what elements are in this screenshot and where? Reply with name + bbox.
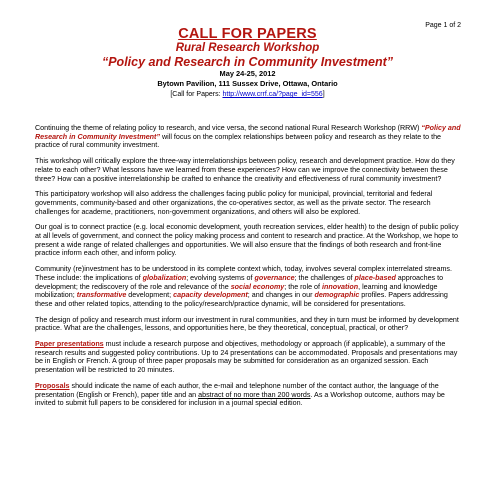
community-text: ; evolving systems of <box>186 273 255 282</box>
page-title: CALL FOR PAPERS <box>178 26 317 42</box>
intro-theme-emphasis: “Policy and Research in Community Investment” <box>35 124 461 141</box>
header <box>0 26 495 100</box>
community-text: approaches to development; the rediscovery of the role and relevance of the <box>35 273 444 291</box>
emphasis-demographic: demographic <box>314 291 360 300</box>
cfp-link[interactable]: http://www.crrf.ca/?page_id=556 <box>222 91 323 98</box>
community-text: , learning and knowledge mobilization; <box>35 282 438 300</box>
workshop-dates: May 24-25, 2012 <box>219 69 276 78</box>
paragraph-workshop: This workshop will critically explore the three-way interrelationships between policy, research and development practice. How do they relate to each other? What lessons have we learned from these experiences? How can we improve the connectivity between these three? How can a positive interrelationship be crafted to enhance the creativity and effectiveness of rural community investment? <box>35 157 455 183</box>
emphasis-place-based: place-based <box>354 273 396 282</box>
paragraph-paper-presentations <box>35 340 463 375</box>
paper-presentations-heading: Paper presentations <box>35 340 104 349</box>
paper-presentations-text: must include a research purpose and objectives, methodology or approach (if applicable), a summary of the research results and suggested policy contributions. Up to 24 presentations can be accommodated. Proposals and presentations may be in English or French. A group of three paper proposals may be submitted for consideration as an organized session. Each presentation will be restricted to 20 minutes. <box>35 340 458 375</box>
emphasis-governance: governance <box>254 273 295 282</box>
emphasis-transformative: transformative <box>76 291 127 300</box>
paragraph-design: The design of policy and research must inform our investment in rural communities, and they in turn must be informed by development practice. What are the challenges, lessons, and opportunities here, be they theoretical, conceptual, practical, or other? <box>35 315 459 333</box>
document-body <box>35 124 463 415</box>
workshop-name: Rural Research Workshop <box>175 42 320 54</box>
proposals-heading: Proposals <box>35 381 70 390</box>
community-text: profiles. Papers addressing these and other related topics, attending to the policy/research/practice dynamic, will be considered for presentations. <box>35 291 448 308</box>
emphasis-social-economy: social economy <box>230 282 285 291</box>
community-text: ; and changes in our <box>247 291 315 300</box>
paragraph-participatory: This participatory workshop will also address the challenges facing public policy for municipal, provincial, territorial and federal governments, community-based and other organizations, the co-operatives sector, as well as the private sector. The research challenges for academe, practitioners, non-government organizations, and others will also be explored. <box>35 190 433 216</box>
proposals-text-a: should indicate the name of each author, the e-mail and telephone number of the contact author, the language of the presentation (English or French), paper title and an <box>35 381 439 399</box>
paragraph-intro <box>35 124 463 150</box>
community-text: development; <box>126 291 174 300</box>
community-text: ; the role of <box>284 282 322 291</box>
intro-text-a: Continuing the theme of relating policy to research, and vice versa, the second national Rural Research Workshop (RRW) <box>35 124 422 132</box>
cfp-suffix: ] <box>322 91 325 98</box>
cfp-prefix: [Call for Papers: <box>170 91 223 98</box>
paragraph-goal: Our goal is to connect practice (e.g. local economic development, youth recreation services, elder health) to the design of public policy at all levels of government, and connect the policy making process and content to research and practice. At the Workshop, we hope to present a wide range of related challenges and opportunities. We will also ensure that the findings of both research and front-line practice inform each other, and inform policy. <box>35 223 459 258</box>
abstract-limit: abstract of no more than 200 words <box>198 390 311 399</box>
emphasis-globalization: globalization <box>142 273 187 282</box>
paragraph-community <box>35 265 463 309</box>
workshop-theme: “Policy and Research in Community Investment” <box>101 55 394 69</box>
paragraph-proposals <box>35 382 463 408</box>
proposals-text-b: . As a Workshop outcome, authors may be invited to submit full papers to be considered for inclusion in a journal special edition. <box>35 390 445 408</box>
community-text: Community (re)investment has to be understood in its complete context which, today, involves several complex interrelated streams. These include: the implications of <box>35 265 452 282</box>
intro-text-c: will focus on the complex relationships between policy and research as they relate to the practice of rural community investment. <box>35 132 442 150</box>
page-number: Page 1 of 2 <box>425 22 461 29</box>
workshop-venue: Bytown Pavilion, 111 Sussex Drive, Ottawa, Ontario <box>157 79 338 88</box>
community-text: ; the challenges of <box>294 273 355 282</box>
emphasis-capacity-development: capacity development <box>173 291 248 300</box>
cfp-line <box>0 90 495 100</box>
emphasis-innovation: innovation <box>322 282 359 291</box>
